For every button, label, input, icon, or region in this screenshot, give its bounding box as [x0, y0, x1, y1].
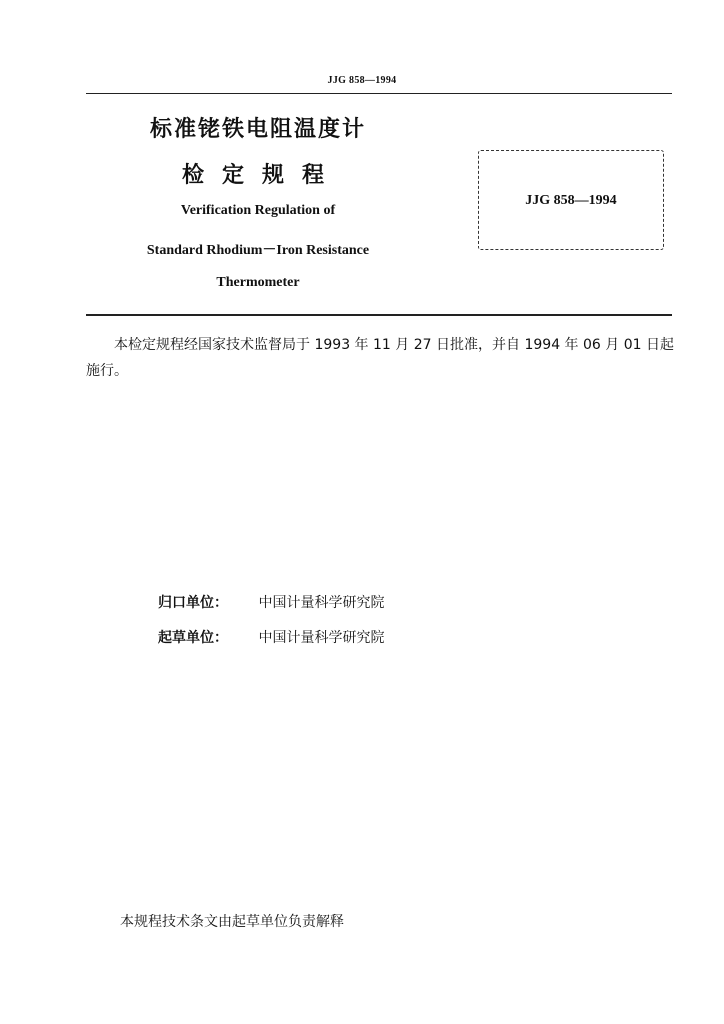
standard-code-box-text: JJG 858—1994: [525, 193, 617, 208]
info-label: 起草单位：: [158, 630, 228, 646]
document-subtitle-chinese: 检定规程: [181, 163, 342, 188]
info-value: 中国计量科学研究院: [258, 630, 385, 646]
interpretation-note: 本规程技术条文由起草单位负责解释: [120, 914, 344, 930]
document-title-chinese: 标准铑铁电阻温度计: [149, 117, 366, 142]
approval-statement: 本检定规程经国家技术监督局于 1993 年 11 月 27 日批准，并自 1994 年 06 月 01 日起施行。: [86, 337, 674, 379]
info-label: 归口单位：: [158, 595, 228, 611]
info-value: 中国计量科学研究院: [258, 595, 385, 611]
header-standard-code: JJG 858—1994: [327, 75, 397, 86]
document-title-english-line-1: Verification Regulation of: [180, 203, 336, 218]
info-row-drafting-unit: [158, 627, 384, 647]
info-row-responsible-unit: [158, 592, 384, 612]
document-title-english-line-2: Standard Rhodium－Iron Resistance: [146, 243, 370, 258]
header-rule: [86, 93, 672, 94]
document-title-english-line-3: Thermometer: [216, 275, 300, 290]
section-divider: [86, 314, 672, 316]
